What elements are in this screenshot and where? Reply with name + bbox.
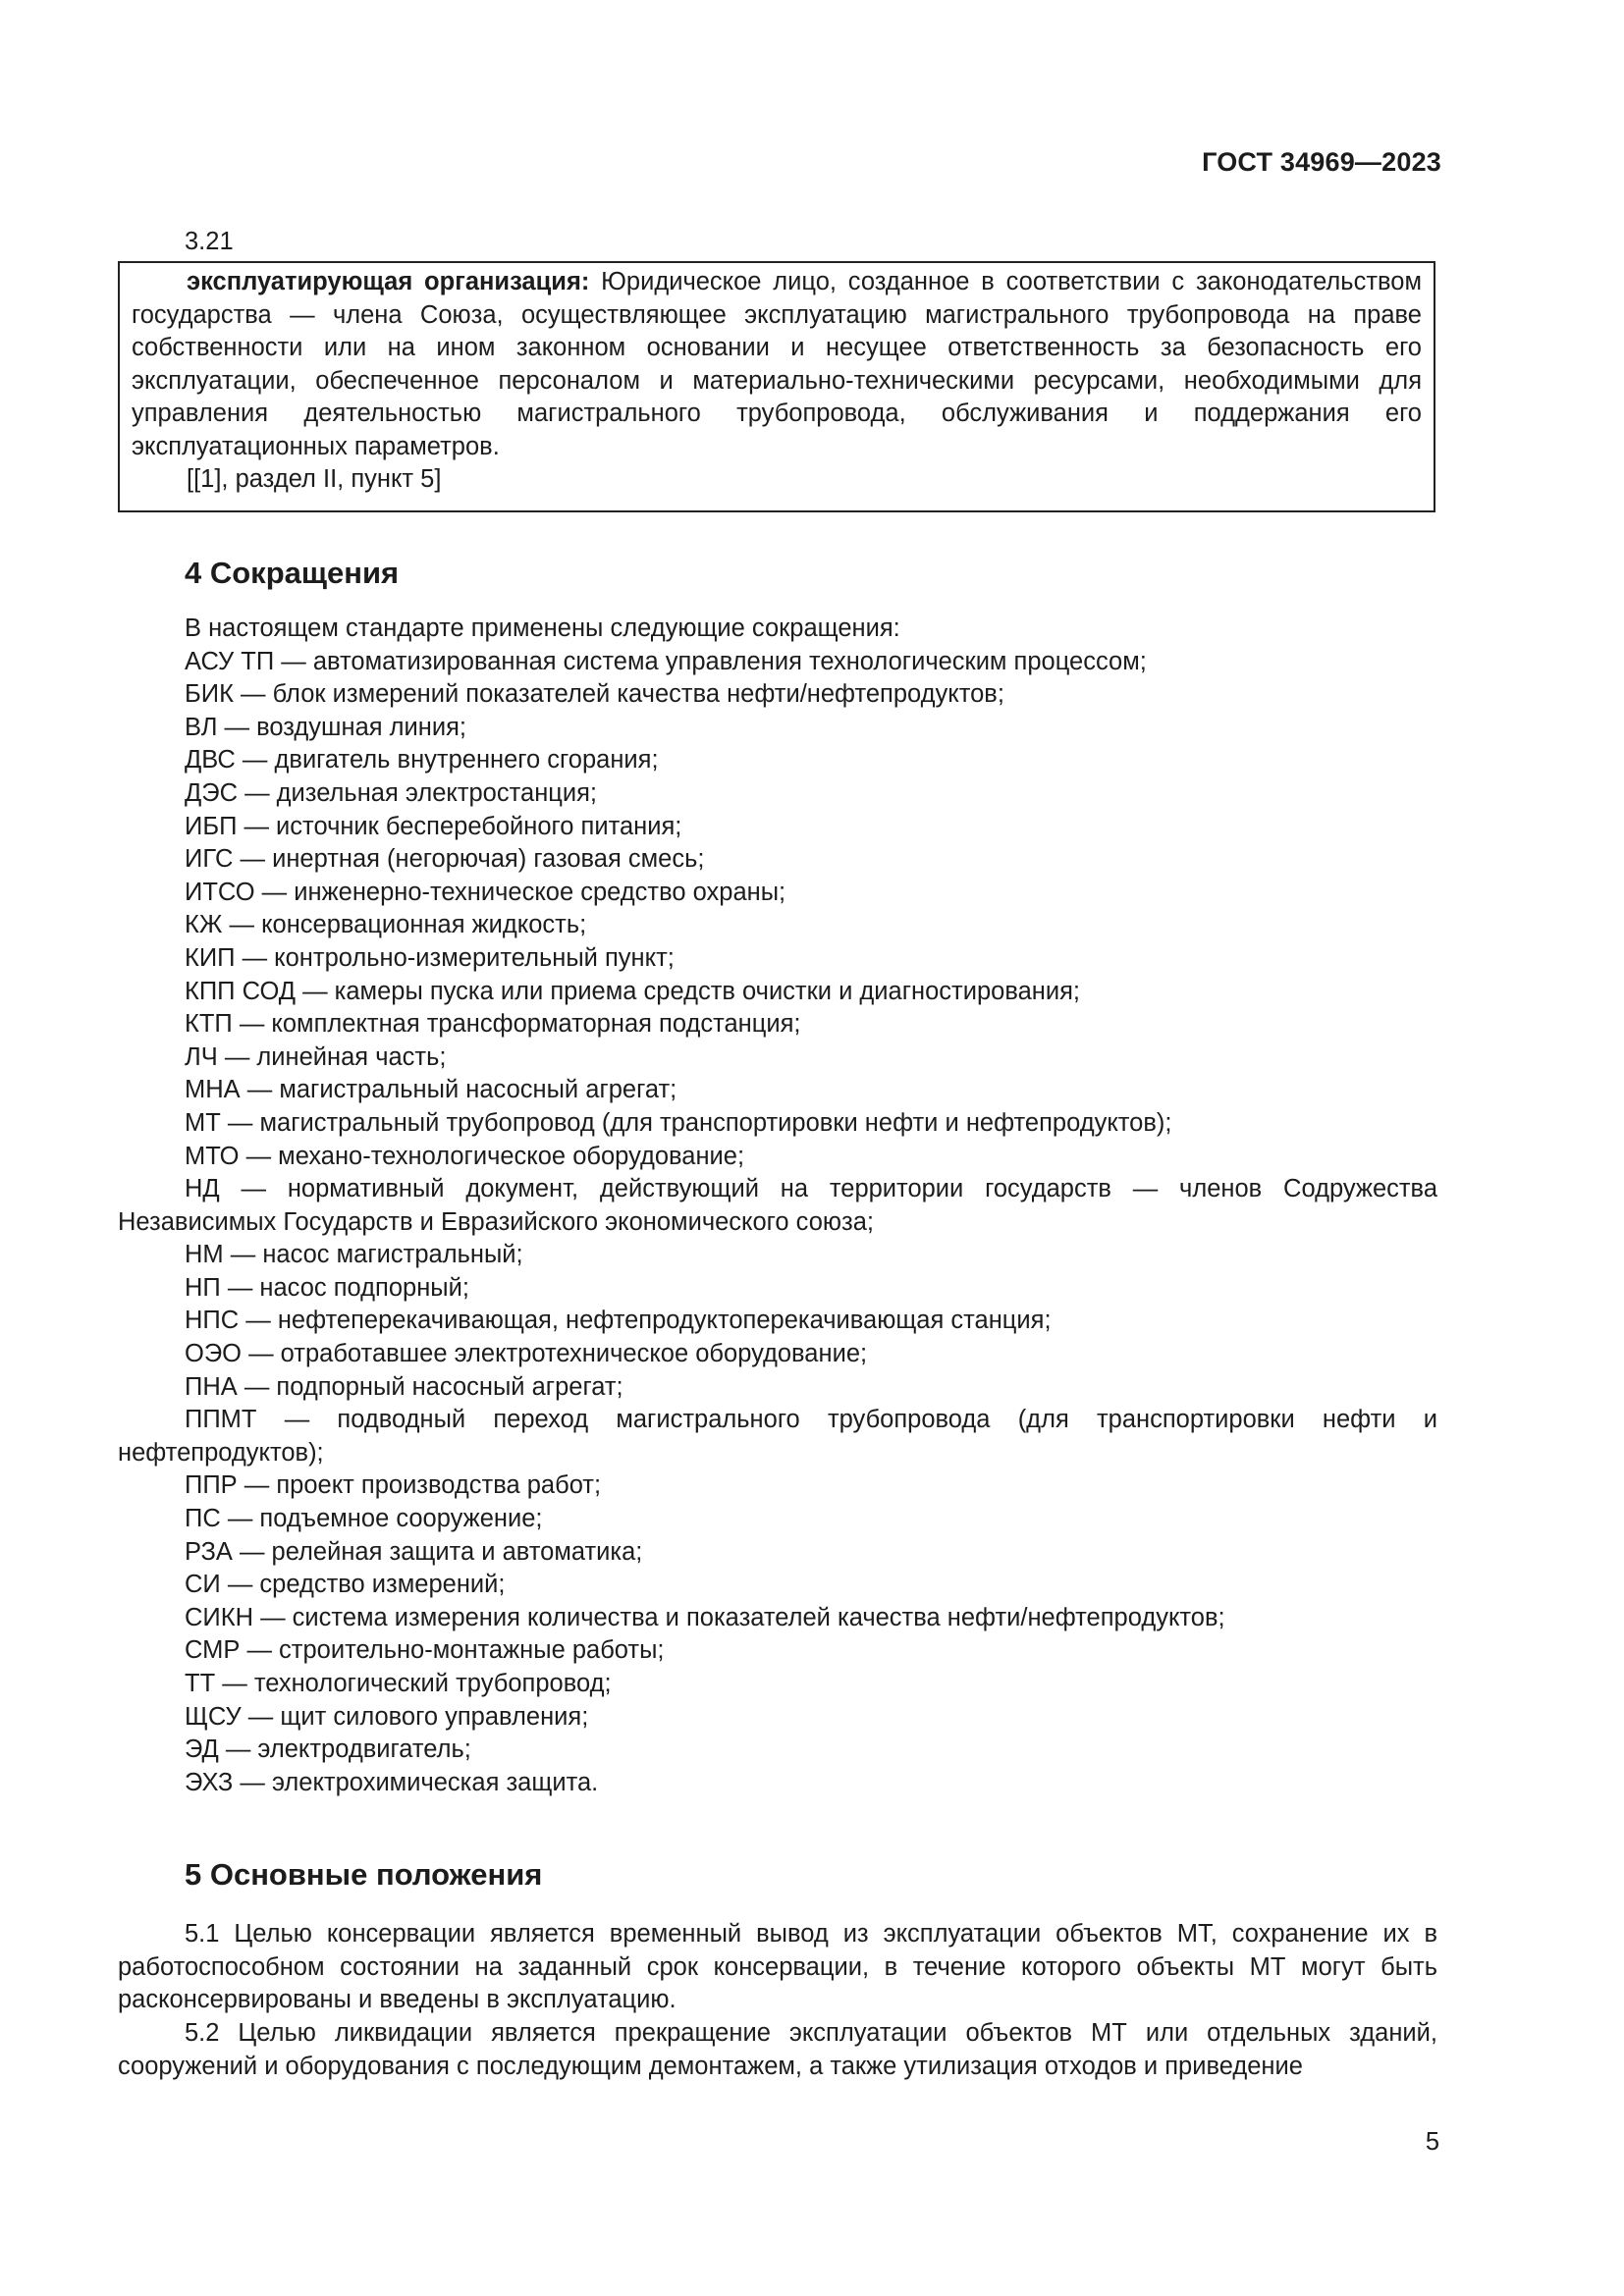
abbreviation-item: ЭД — электродвигатель; <box>185 1735 471 1764</box>
section-5-title: 5 Основные положения <box>185 1857 543 1892</box>
abbreviations-intro: В настоящем стандарте применены следующие сокращения: <box>185 614 900 642</box>
term-source: [[1], раздел II, пункт 5] <box>187 465 442 493</box>
abbreviation-item: МНА — магистральный насосный агрегат; <box>185 1076 677 1104</box>
abbreviation-item: СИКН — система измерения количества и показателей качества нефти/нефтепродуктов; <box>185 1603 1225 1631</box>
abbreviation-item: НПС — нефтеперекачивающая, нефтепродуктоперекачивающая станция; <box>185 1307 1052 1335</box>
abbreviation-item: ЩСУ — щит силового управления; <box>185 1702 589 1731</box>
abbreviation-item: ППР — проект производства работ; <box>185 1471 602 1500</box>
document-code-header: ГОСТ 34969—2023 <box>1202 147 1441 177</box>
abbreviation-item: ДЭС — дизельная электростанция; <box>185 778 598 807</box>
abbreviation-item: ИБП — источник бесперебойного питания; <box>185 812 682 840</box>
paragraph-5-2: 5.2 Целью ликвидации является прекращение эксплуатации объектов МТ или отдельных зданий, сооружений и оборудования с последующим демонтажем, а также утилизация отходов и приведение <box>118 2019 1437 2080</box>
abbreviation-item: ВЛ — воздушная линия; <box>185 713 466 741</box>
abbreviation-item: СМР — строительно-монтажные работы; <box>185 1636 665 1665</box>
abbreviation-item: ЛЧ — линейная часть; <box>185 1042 447 1071</box>
abbreviation-item: НД — нормативный документ, действующий на территории государств — членов Содружества Независимых Государств и Евразийского экономического союза; <box>118 1175 1437 1236</box>
abbreviation-item: НП — насос подпорный; <box>185 1273 469 1302</box>
abbreviation-item: НМ — насос магистральный; <box>185 1241 523 1269</box>
page-number: 5 <box>1425 2128 1439 2156</box>
abbreviation-item: ПНА — подпорный насосный агрегат; <box>185 1372 623 1401</box>
abbreviation-item: КЖ — консервационная жидкость; <box>185 911 587 939</box>
abbreviation-item: МТО — механо-технологическое оборудование; <box>185 1142 745 1170</box>
abbreviation-item: МТ — магистральный трубопровод (для транспортировки нефти и нефтепродуктов); <box>185 1108 1172 1137</box>
term-definition-text: Юридическое лицо, созданное в соответствии с законодательством государства — члена Союза, осуществляющее эксплуатацию магистрального трубопровода на праве собственности или на ином законном основании и несущее ответственность за безопасность его эксплуатации, обеспеченное персоналом и материально-техническими ресурсами, необходимыми для управления деятельностью магистрального трубопровода, обслуживания и поддержания его эксплуатационных параметров. <box>132 268 1422 460</box>
abbreviation-item: ИГС — инертная (негорючая) газовая смесь; <box>185 845 705 874</box>
abbreviation-item: ТТ — технологический трубопровод; <box>185 1670 612 1697</box>
term-name: эксплуатирующая организация: <box>187 268 590 295</box>
abbreviation-item: КПП СОД — камеры пуска или приема средств очистки и диагностирования; <box>185 977 1080 1005</box>
abbreviation-item: ОЭО — отработавшее электротехническое оборудование; <box>185 1340 868 1368</box>
abbreviation-item: БИК — блок измерений показателей качества нефти/нефтепродуктов; <box>185 680 1004 709</box>
abbreviation-item: ППМТ — подводный переход магистрального трубопровода (для транспортировки нефти и нефтепродуктов); <box>118 1406 1437 1467</box>
section-4-title: 4 Сокращения <box>185 556 400 590</box>
abbreviation-item: ИТСО — инженерно-техническое средство охраны; <box>185 878 786 906</box>
abbreviation-item: КТП — комплектная трансформаторная подстанция; <box>185 1010 801 1039</box>
abbreviation-item: ЭХЗ — электрохимическая защита. <box>185 1768 599 1796</box>
abbreviation-item: АСУ ТП — автоматизированная система управления технологическим процессом; <box>185 647 1147 675</box>
term-definition <box>132 266 1422 463</box>
abbreviations-list <box>118 613 1437 1799</box>
term-definition-box <box>118 261 1435 512</box>
abbreviations-items <box>118 646 1437 1800</box>
abbreviation-item: КИП — контрольно-измерительный пункт; <box>185 943 675 972</box>
abbreviation-item: РЗА — релейная защита и автоматика; <box>185 1537 643 1566</box>
abbreviation-item: СИ — средство измерений; <box>185 1571 506 1599</box>
term-number: 3.21 <box>185 228 234 255</box>
paragraph-5-1: 5.1 Целью консервации является временный вывод из эксплуатации объектов МТ, сохранение их в работоспособном состоянии на заданный срок консервации, в течение которого объекты МТ могут быть расконсервированы и введены в эксплуатацию. <box>118 1920 1437 2013</box>
abbreviation-item: ДВС — двигатель внутреннего сгорания; <box>185 746 659 774</box>
abbreviation-item: ПС — подъемное сооружение; <box>185 1505 543 1533</box>
